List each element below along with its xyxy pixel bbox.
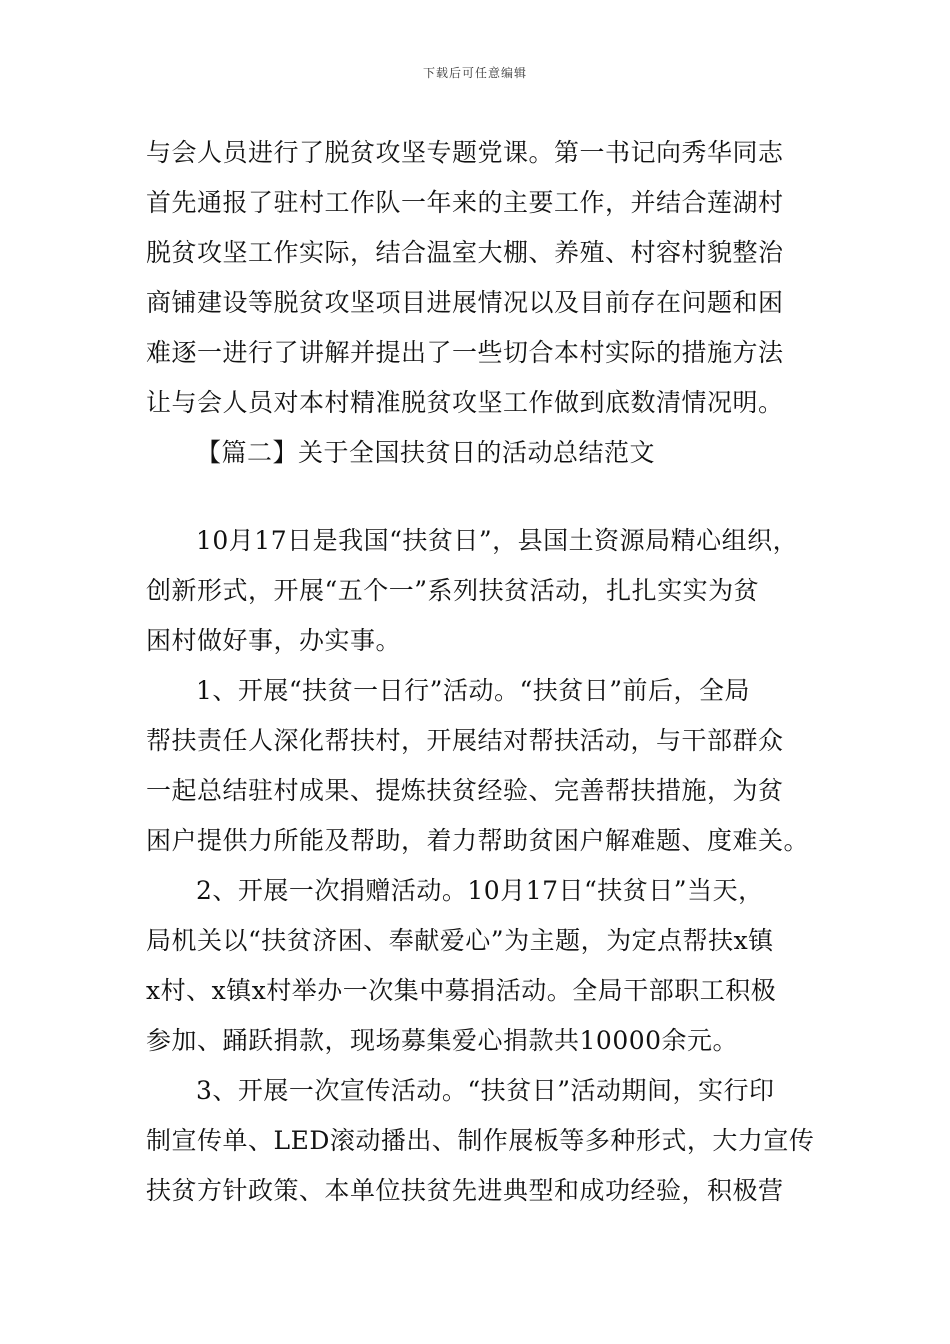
text-line: 1、开展“扶贫一日行”活动。“扶贫日”前后，全局 <box>196 676 751 705</box>
text-line: 帮扶责任人深化帮扶村，开展结对帮扶活动，与干部群众 <box>146 726 784 755</box>
text-line: 局机关以“扶贫济困、奉献爱心”为主题，为定点帮扶x镇 <box>146 926 774 955</box>
text-line: 参加、踊跃捐款，现场募集爱心捐款共10000余元。 <box>146 1026 739 1055</box>
text-line: 与会人员进行了脱贫攻坚专题党课。第一书记向秀华同志 <box>146 138 784 167</box>
paragraph <box>146 128 810 428</box>
section-heading: 【篇二】关于全国扶贫日的活动总结范文 <box>196 438 656 467</box>
text-line: 3、开展一次宣传活动。“扶贫日”活动期间，实行印 <box>196 1076 775 1105</box>
text-line: x村、x镇x村举办一次集中募捐活动。全局干部职工积极 <box>146 976 777 1005</box>
text-line: 创新形式，开展“五个一”系列扶贫活动，扎扎实实为贫 <box>146 576 760 605</box>
text-line: 脱贫攻坚工作实际，结合温室大棚、养殖、村容村貌整治 <box>146 238 784 267</box>
paragraph <box>146 1066 815 1216</box>
blank-line <box>146 478 810 516</box>
paragraph <box>146 866 810 1066</box>
text-line: 一起总结驻村成果、提炼扶贫经验、完善帮扶措施，为贫 <box>146 776 784 805</box>
text-line: 困户提供力所能及帮助，着力帮助贫困户解难题、度难关。 <box>146 826 810 855</box>
text-line: 商铺建设等脱贫攻坚项目进展情况以及目前存在问题和困 <box>146 288 784 317</box>
text-line: 2、开展一次捐赠活动。10月17日“扶贫日”当天， <box>196 876 764 905</box>
text-line: 扶贫方针政策、本单位扶贫先进典型和成功经验，积极营 <box>146 1176 784 1205</box>
text-line: 难逐一进行了讲解并提出了一些切合本村实际的措施方法 <box>146 338 784 367</box>
paragraph <box>146 516 810 666</box>
text-line: 10月17日是我国“扶贫日”，县国土资源局精心组织， <box>196 526 799 555</box>
document-body <box>146 128 815 1216</box>
text-line: 让与会人员对本村精准脱贫攻坚工作做到底数清情况明。 <box>146 388 784 417</box>
paragraph <box>146 666 810 866</box>
text-line: 首先通报了驻村工作队一年来的主要工作，并结合莲湖村 <box>146 188 784 217</box>
text-line: 困村做好事，办实事。 <box>146 626 402 655</box>
text-line: 制宣传单、LED滚动播出、制作展板等多种形式，大力宣传 <box>146 1126 815 1155</box>
page-header: 下载后可任意编辑 <box>422 66 527 80</box>
